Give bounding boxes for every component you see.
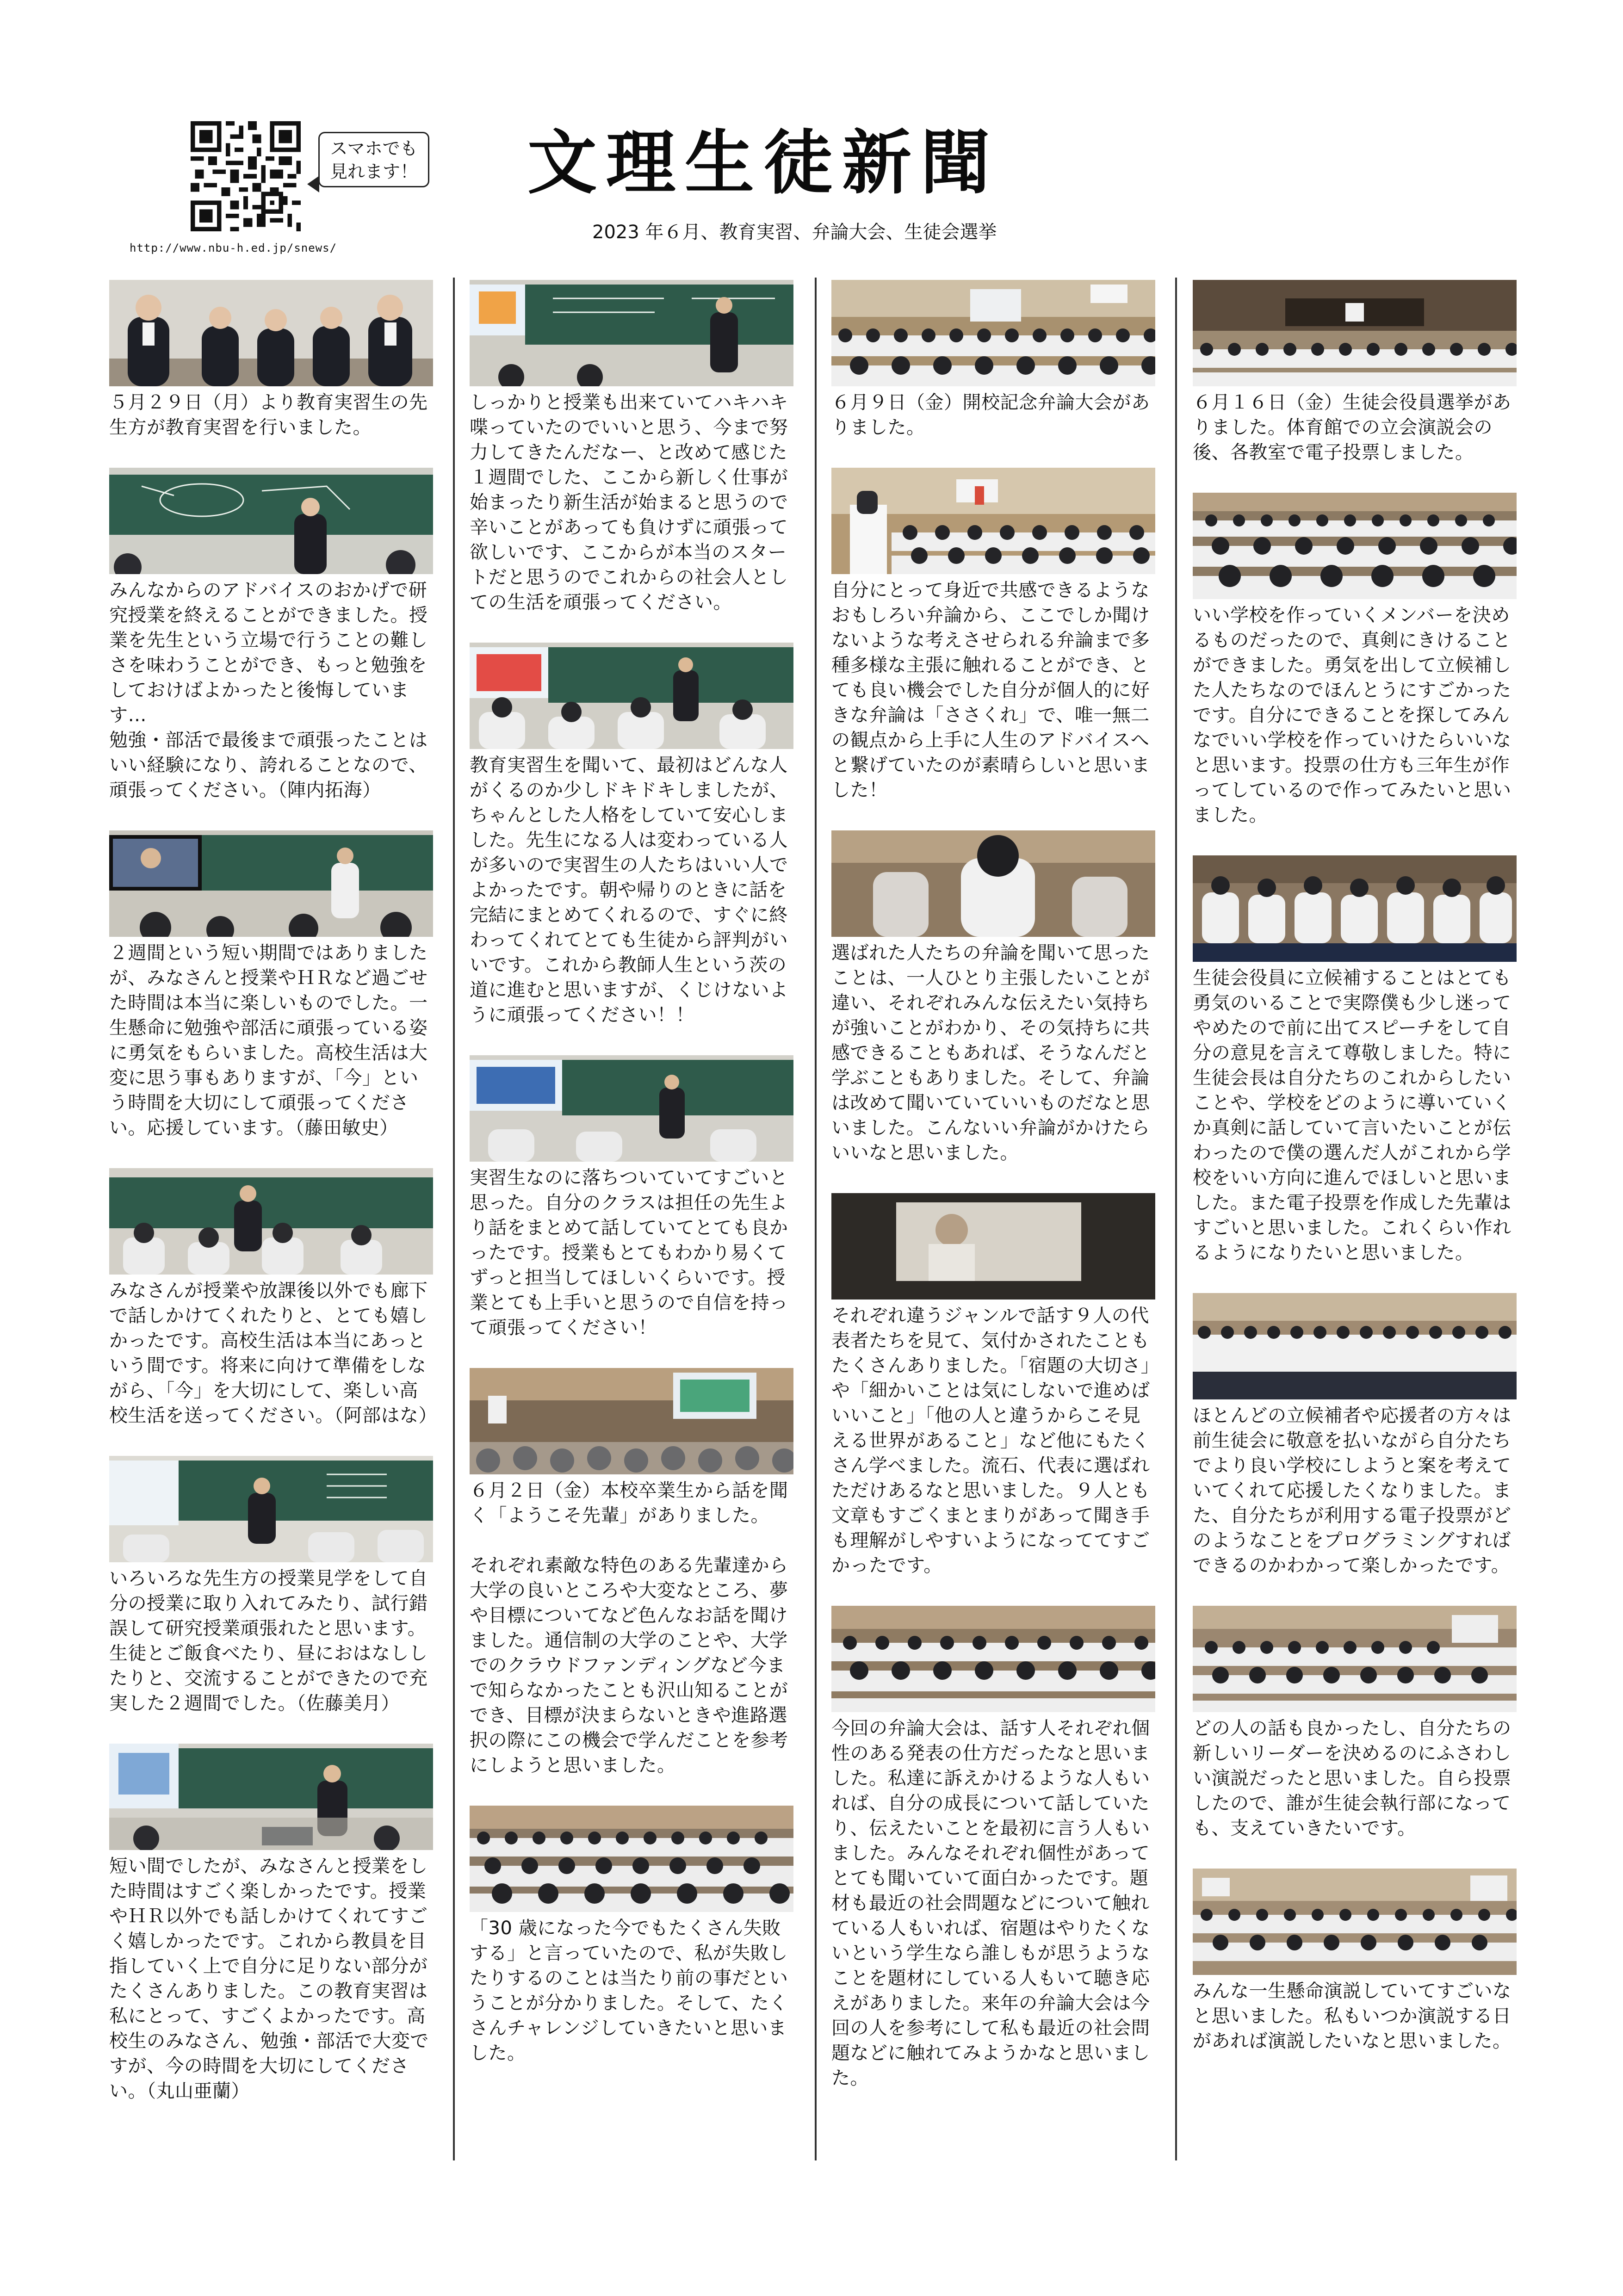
classroom-projector-photo bbox=[470, 1055, 793, 1162]
gym-presentation-photo bbox=[470, 1368, 793, 1474]
article-text: みんなからのアドバイスのおかげで研究授業を終えることができました。授業を先生という立場で行うことの難しさを味わうことができ、もっと勉強をしておけばよかったと後悔しています… 勉強・部活で最後まで頑張ったことはいい経験になり、誇れることなので、頑張ってください。（陣内拓海） bbox=[109, 580, 428, 801]
gym-seated-students-photo bbox=[1193, 1606, 1517, 1712]
article-text: 選ばれた人たちの弁論を聞いて思ったことは、一人ひとり主張したいことが違い、それぞれみんな伝えたい気持ちが強いことがわかり、その気持ちに共感できることもあれば、そうなんだと学ぶこともありました。そして、弁論は改めて聞いていていいものだなと思いました。こんないい弁論がかけたらいいなと思いました。 bbox=[831, 942, 1150, 1163]
article-text: 自分にとって身近で共感できるようなおもしろい弁論から、ここでしか聞けないような考えさせられる弁論まで多種多様な主張に触れることができ、とても良い機会でした自分が個人的に好きな弁論は「ささくれ」で、唯一無二の観点から上手に人生のアドバイスへと繋げていたのが素晴らしいと思いました！ bbox=[831, 580, 1150, 801]
issue-subtitle: 2023 年６月、教育実習、弁論大会、生徒会選挙 bbox=[592, 222, 997, 243]
article-text: いろいろな先生方の授業見学をして自分の授業に取り入れてみたり、試行錯誤して研究授業頑張れたと思います。生徒とご飯食べたり、昼におはなししたりと、交流することができたので充実した２週間でした。（佐藤美月） bbox=[109, 1568, 428, 1714]
article-text: それぞれ違うジャンルで話す９人の代表者たちを見て、気付かされたこともたくさんありました。「宿題の大切さ」や「細かいことは気にしないで進めばいいこと」「他の人と違うからこそ見える世界があること」など他にもたくさん学べました。流石、代表に選ばれただけあるなと思いました。９人とも文章もすごくまとまりがあって聞き手も理解がしやすいようになっててすごかったです。 bbox=[831, 1305, 1150, 1576]
column-divider bbox=[453, 278, 455, 2160]
article-text: ６月２日（金）本校卒業生から話を聞く「ようこそ先輩」がありました。 それぞれ素敵な特色のある先輩達から大学の良いところや大変なところ、夢や目標についてなど色んなお話を聞けました。通信制の大学のことや、大学でのクラウドファンディングなど今まで知らなかったことも沢山知ることができ、目標が決まらないときや進路選択の際にこの機会で学んだことを参考にしようと思いました。 bbox=[470, 1480, 788, 1776]
article-text: 「30 歳になった今でもたくさん失敗する」と言っていたので、私が失敗したりするのことは当たり前の事だということが分かりました。そして、たくさんチャレンジしていきたいと思いました。 bbox=[470, 1918, 788, 2064]
column-divider bbox=[815, 278, 817, 2160]
classroom-tv-photo bbox=[109, 830, 433, 937]
column-2 bbox=[470, 280, 793, 2066]
article-text: いい学校を作っていくメンバーを決めるものだったので、真剣にきけることができました。勇気を出して立候補した人たちなのでほんとうにすごかったです。自分にできることを探してみんなでいい学校を作っていけたらいいなと思います。投票の仕方も三年生が作ってしているので作ってみたいと思いました。 bbox=[1193, 605, 1511, 826]
speech-bubble-tail bbox=[307, 176, 319, 192]
article-text: どの人の話も良かったし、自分たちの新しいリーダーを決めるのにふさわしい演説だったと思いました。自ら投票したので、誰が生徒会執行部になっても、支えていきたいです。 bbox=[1193, 1718, 1511, 1839]
column-divider bbox=[1175, 278, 1177, 2160]
site-url[interactable]: http://www.nbu-h.ed.jp/snews/ bbox=[130, 241, 337, 254]
qr-code[interactable] bbox=[191, 121, 301, 231]
qr-caption-line1: スマホでも bbox=[330, 138, 418, 159]
classroom-students-photo bbox=[109, 1168, 433, 1275]
teachers-group-photo bbox=[109, 280, 433, 386]
newspaper-title: 文理生徒新聞 bbox=[527, 122, 1000, 204]
column-1 bbox=[109, 280, 437, 2104]
article-text: ５月２９日（月）より教育実習生の先生方が教育実習を行いました。 bbox=[109, 392, 428, 438]
election-audience-photo bbox=[1193, 493, 1517, 599]
podium-speaker-photo bbox=[831, 468, 1155, 574]
article-text: 生徒会役員に立候補することはとても勇気のいることで実際僕も少し迷ってやめたので前に出てスピーチをして自分の意見を言えて尊敬しました。特に生徒会長は自分たちのこれからしたいことや、学校をどのように導いていくか真剣に話していて言いたいことが伝わったので僕の選んだ人がこれから学校をいい方向に進んでほしいと思いました。また電子投票を作成した先輩はすごいと思いました。これくらい作れるようになりたいと思いました。 bbox=[1193, 967, 1511, 1263]
classroom-laptop-photo bbox=[109, 1744, 433, 1850]
blurred-speaker-photo bbox=[831, 1193, 1155, 1300]
article-text: ６月９日（金）開校記念弁論大会がありました。 bbox=[831, 392, 1150, 438]
election-gym-stage-photo bbox=[1193, 280, 1517, 386]
article-text: ほとんどの立候補者や応援者の方々は前生徒会に敬意を払いながら自分たちでより良い学校にしようと案を考えていてくれて応援したくなりました。また、自分たちが利用する電子投票がどのようなことをプログラミングすればできるのかわかって楽しかったです。 bbox=[1193, 1405, 1511, 1576]
gym-audience-photo bbox=[470, 1806, 793, 1912]
class-in-session-photo bbox=[470, 643, 793, 749]
article-text: しっかりと授業も出来ていてハキハキ喋っていたのでいいと思う、今まで努力してきたんだなー、と改めて感じた１週間でした、ここから新しく仕事が始まったり新生活が始まると思うので辛いことがあっても負けずに頑張って欲しいです、ここからが本当のスタートだと思うのでこれからの社会人としての生活を頑張ってください。 bbox=[470, 392, 788, 613]
classroom-lecture-photo bbox=[109, 468, 433, 574]
classroom-board-photo bbox=[109, 1456, 433, 1562]
speech-contest-hall-photo bbox=[831, 280, 1155, 386]
qr-speech-bubble bbox=[318, 132, 429, 187]
candidates-seated-photo bbox=[1193, 855, 1517, 962]
student-speaking-closeup-photo bbox=[831, 830, 1155, 937]
article-text: 今回の弁論大会は、話す人それぞれ個性のある発表の仕方だったなと思いました。私達に訴えかけるような人もいれば、自分の成長について話していたり、伝えたいことを最初に言う人もいました。みんなそれぞれ個性があってとても聞いていて面白かったです。題材も最近の社会問題などについて触れている人もいれば、宿題はやりたくないという学生なら誰しもが思うようなことを題材にしている人もいて聴き応えがありました。来年の弁論大会は今回の人を参考にして私も最近の社会問題などに触れてみようかなと思いました。 bbox=[831, 1718, 1150, 2089]
gym-wide-assembly-photo bbox=[1193, 1869, 1517, 1975]
teacher-at-board-photo bbox=[470, 280, 793, 386]
article-text: みんな一生懸命演説していてすごいなと思いました。私もいつか演説する日があれば演説したいなと思いました。 bbox=[1193, 1980, 1511, 2052]
article-text: 実習生なのに落ちついていてすごいと思った。自分のクラスは担任の先生より話をまとめて話していてとても良かったです。授業もとてもわかり易くてずっと担当してほしいくらいです。授業とても上手いと思うので自信を持って頑張ってください！ bbox=[470, 1167, 788, 1338]
article-text: 教育実習生を聞いて、最初はどんな人がくるのか少しドキドキしましたが、ちゃんとした人格をしていて安心しました。先生になる人は変わっている人が多いので実習生の人たちはいい人でよかったです。朝や帰りのときに話を完結にまとめてくれるので、すぐに終わってくれてとても生徒から評判がいいです。これから教師人生という茨の道に進むと思いますが、くじけないように頑張ってください！！ bbox=[470, 755, 788, 1026]
students-standing-photo bbox=[1193, 1293, 1517, 1399]
audience-rows-photo bbox=[831, 1606, 1155, 1712]
article-text: ６月１６日（金）生徒会役員選挙がありました。体育館での立会演説会の後、各教室で電子投票しました。 bbox=[1193, 392, 1511, 463]
qr-caption-line2: 見れます！ bbox=[329, 161, 418, 182]
article-text: 短い間でしたが、みなさんと授業をした時間はすごく楽しかったです。授業やＨＲ以外でも話しかけてくれてすごく嬉しかったです。これから教員を目指していく上で自分に足りない部分がたくさんありました。この教育実習は私にとって、すごくよかったです。高校生のみなさん、勉強・部活で大変ですが、今の時間を大切にしてください。（丸山亜蘭） bbox=[109, 1856, 429, 2102]
column-4 bbox=[1193, 280, 1517, 2054]
column-3 bbox=[831, 280, 1155, 2091]
article-text: ２週間という短い期間ではありましたが、みなさんと授業やＨＲなど過ごせた時間は本当に楽しいものでした。一生懸命に勉強や部活に頑張っている姿に勇気をもらいました。高校生活は大変に思う事もありますが、「今」という時間を大切にして頑張ってください。応援しています。（藤田敏史） bbox=[109, 942, 428, 1139]
article-text: みなさんが授業や放課後以外でも廊下で話しかけてくれたりと、とても嬉しかったです。高校生活は本当にあっという間です。将来に向けて準備をしながら、「今」を大切にして、楽しい高校生活を送ってください。（阿部はな） bbox=[109, 1280, 437, 1426]
